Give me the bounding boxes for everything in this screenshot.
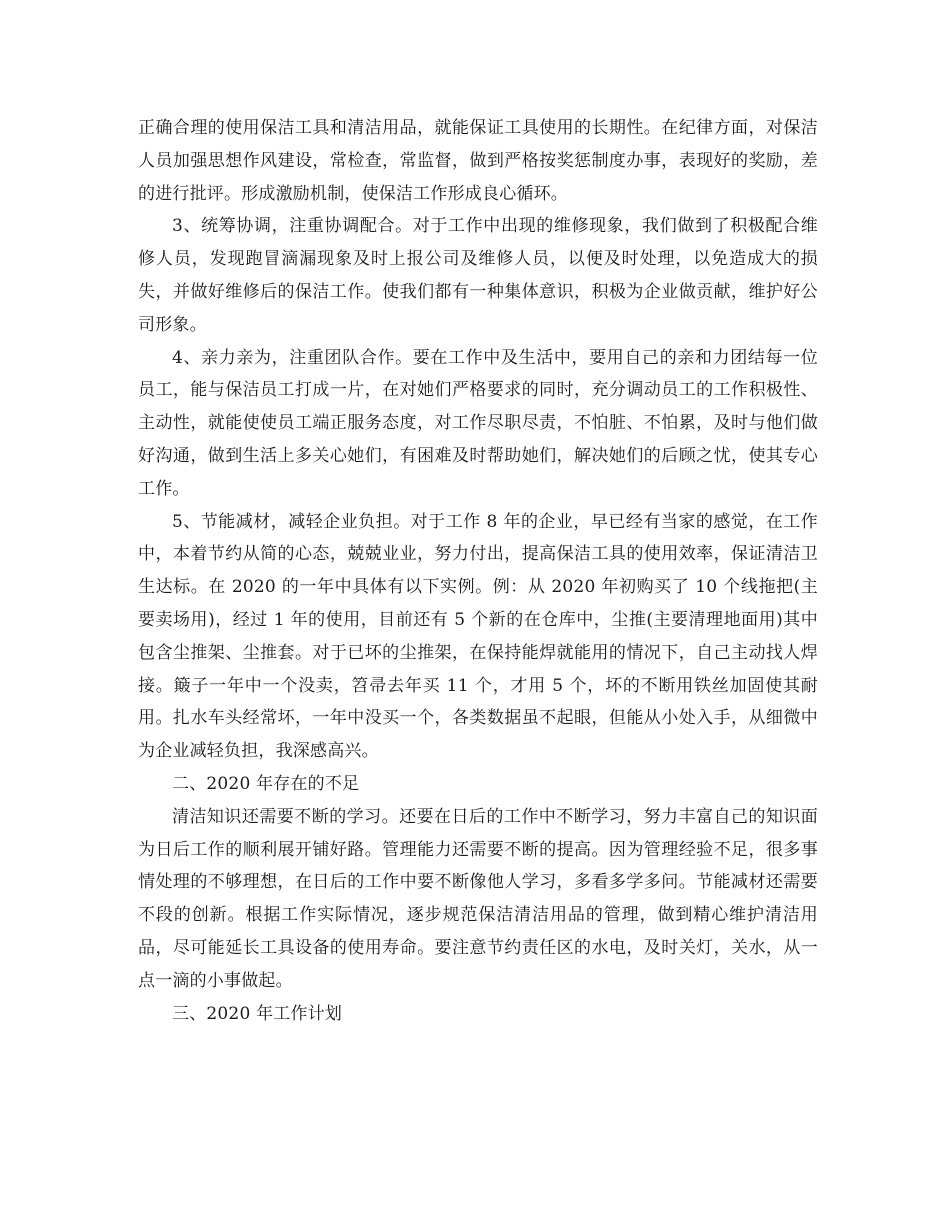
document-body [138,112,818,1030]
paragraph-discipline: 正确合理的使用保洁工具和清洁用品，就能保证工具使用的长期性。在纪律方面，对保洁人员加强思想作风建设，常检查，常监督，做到严格按奖惩制度办事，表现好的奖励，差的进行批评。形成激励机制，使保洁工作形成良心循环。 [138,118,818,204]
paragraph-energy-saving: 5、节能减材，减轻企业负担。对于工作 8 年的企业，早已经有当家的感觉，在工作中，本着节约从简的心态，兢兢业业，努力付出，提高保洁工具的使用效率，保证清洁卫生达标。在 2020 的一年中具体有以下实例。例：从 2020 年初购买了 10 个线拖把(主要卖场用)，经过 1 年的使用，目前还有 5 个新的在仓库中，尘推(主要清理地面用)其中包含尘推架、尘推套。对于已坏的尘推架，在保持能焊就能用的情况下，自己主动找人焊接。簸子一年中一个没卖，笤帚去年买 11 个，才用 5 个，坏的不断用铁丝加固使其耐用。扎水车头经常坏，一年中没买一个，各类数据虽不起眼，但能从小处入手，从细微中为企业减轻负担，我深感高兴。 [138,511,818,762]
paragraph-shortcomings: 清洁知识还需要不断的学习。还要在日后的工作中不断学习，努力丰富自己的知识面为日后工作的顺利展开铺好路。管理能力还需要不断的提高。因为管理经验不足，很多事情处理的不够理想，在日后的工作中要不断像他人学习，多看多学多问。节能减材还需要不段的创新。根据工作实际情况，逐步规范保洁清洁用品的管理，做到精心维护清洁用品，尽可能延长工具设备的使用寿命。要注意节约责任区的水电，及时关灯，关水，从一点一滴的小事做起。 [138,806,818,991]
paragraph-teamwork: 4、亲力亲为，注重团队合作。要在工作中及生活中，要用自己的亲和力团结每一位员工，能与保洁员工打成一片，在对她们严格要求的同时，充分调动员工的工作积极性、主动性，就能使使员工端正服务态度，对工作尽职尽责，不怕脏、不怕累，及时与他们做好沟通，做到生活上多关心她们，有困难及时帮助她们，解决她们的后顾之忧，使其专心工作。 [138,347,818,499]
paragraph-coordination: 3、统筹协调，注重协调配合。对于工作中出现的维修现象，我们做到了积极配合维修人员，发现跑冒滴漏现象及时上报公司及维修人员，以便及时处理，以免造成大的损失，并做好维修后的保洁工作。使我们都有一种集体意识，积极为企业做贡献，维护好公司形象。 [138,216,818,335]
heading-shortcomings: 二、2020 年存在的不足 [172,773,360,794]
heading-work-plan: 三、2020 年工作计划 [172,1003,343,1024]
